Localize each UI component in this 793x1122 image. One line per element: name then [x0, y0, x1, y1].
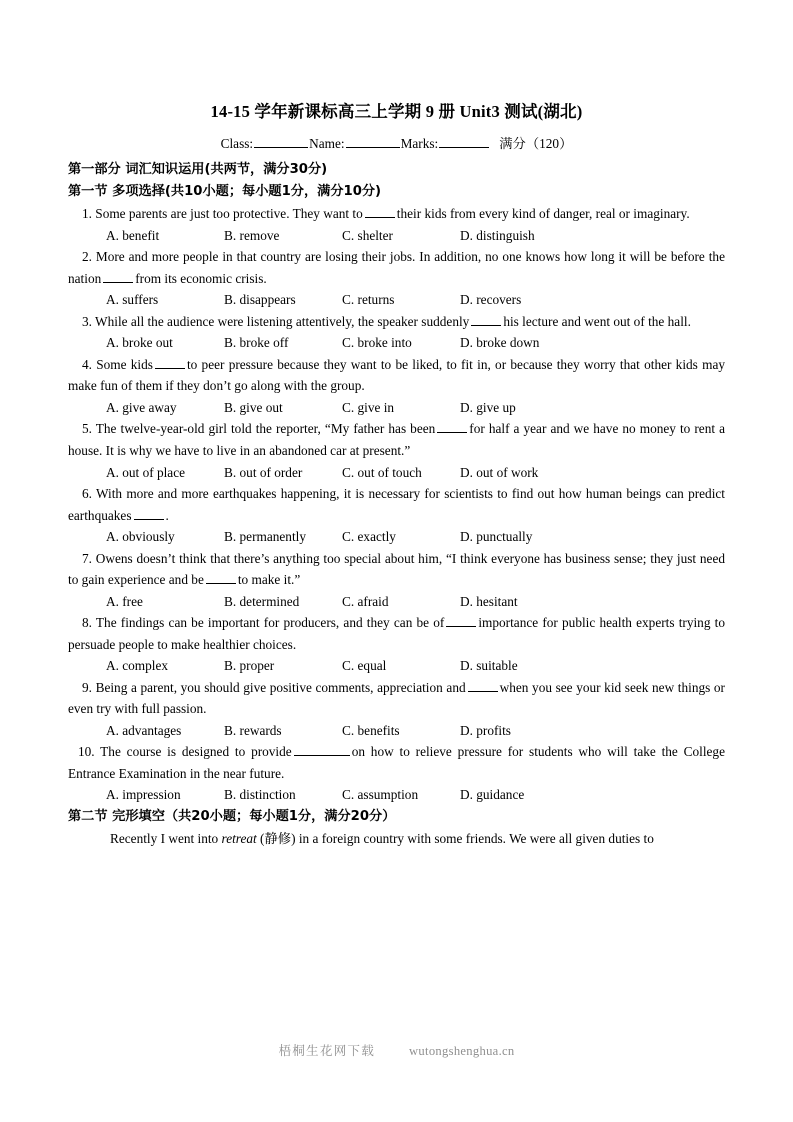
option-c[interactable]: C. shelter [342, 227, 393, 243]
question-2-text-before: 2. More and more people in that country are losing their jobs. In addition, no one knows how long it will be before the nation [68, 249, 725, 286]
question-4-text-before: 4. Some kids [82, 356, 153, 372]
option-d[interactable]: D. give up [460, 399, 516, 415]
question-10-text-after: on how to relieve pressure for students who will take the College Entrance Examination in the near future. [68, 744, 725, 781]
cloze-text-after-italic: (静修) in a foreign country with some friends. We were all given duties to [256, 831, 654, 847]
option-a[interactable]: A. give away [106, 399, 177, 415]
option-c[interactable]: C. afraid [342, 593, 389, 609]
section-two-heading: 第二节 完形填空（共20小题；每小题1分，满分20分） [68, 809, 396, 825]
question-7 [68, 548, 725, 591]
option-c[interactable]: C. broke into [342, 335, 412, 351]
option-a[interactable]: A. benefit [106, 227, 160, 243]
option-a[interactable]: A. advantages [106, 722, 182, 738]
option-d[interactable]: D. punctually [460, 529, 533, 545]
question-6-text-after: . [165, 507, 169, 523]
question-4-options [68, 397, 725, 419]
option-a[interactable]: A. complex [106, 658, 169, 674]
question-9 [68, 677, 725, 720]
question-10 [68, 741, 725, 784]
section-one-heading: 第一节 多项选择(共10小题；每小题1分，满分10分) [68, 184, 382, 200]
question-5-text-before: 5. The twelve-year-old girl told the reporter, “My father has been [82, 421, 436, 437]
option-c[interactable]: C. exactly [342, 529, 396, 545]
marks-label: Marks: [400, 135, 439, 151]
cloze-text-before-italic: Recently I went into [110, 831, 222, 847]
question-2-options [68, 289, 725, 311]
option-b[interactable]: B. disappears [224, 292, 296, 308]
question-8-text-before: 8. The findings can be important for producers, and they can be of [82, 615, 445, 631]
question-3 [68, 311, 725, 333]
option-b[interactable]: B. remove [224, 227, 280, 243]
question-2-blank[interactable] [103, 270, 133, 283]
option-d[interactable]: D. suitable [460, 658, 518, 674]
option-b[interactable]: B. distinction [224, 787, 296, 803]
question-1-options [68, 225, 725, 247]
total-score-note: 满分（120） [499, 135, 573, 151]
option-a[interactable]: A. suffers [106, 292, 159, 308]
option-c[interactable]: C. assumption [342, 787, 419, 803]
question-3-blank[interactable] [471, 313, 501, 326]
question-5-blank[interactable] [437, 420, 467, 433]
question-4-text-after: to peer pressure because they want to be liked, to fit in, or because they worry that other kids may make fun of them if they don’t go along with the group. [68, 356, 725, 394]
question-5 [68, 418, 725, 461]
question-6-options [68, 526, 725, 548]
student-info-line [68, 134, 725, 153]
name-blank[interactable] [346, 134, 400, 148]
question-1-text-after: their kids from every kind of danger, real or imaginary. [396, 206, 690, 222]
name-label: Name: [309, 135, 345, 151]
question-4 [68, 354, 725, 397]
option-a[interactable]: A. out of place [106, 464, 186, 480]
option-b[interactable]: B. rewards [224, 722, 282, 738]
cloze-italic-word: retreat [221, 831, 257, 847]
question-1-text-before: 1. Some parents are just too protective. They want to [82, 206, 363, 222]
question-9-blank[interactable] [468, 679, 498, 692]
question-7-text-before: 7. Owens doesn’t think that there’s anything too special about him, “I think everyone has business sense; they just need to gain experience and be [68, 550, 725, 588]
option-a[interactable]: A. free [106, 593, 143, 609]
option-c[interactable]: C. equal [342, 658, 387, 674]
question-7-options [68, 591, 725, 613]
question-6-text-before: 6. With more and more earthquakes happening, it is necessary for scientists to find out how human beings can predict earthquakes [68, 486, 725, 523]
question-3-text-before: 3. While all the audience were listening attentively, the speaker suddenly [82, 313, 470, 329]
cloze-intro-paragraph [68, 828, 725, 850]
class-blank[interactable] [254, 134, 308, 148]
option-d[interactable]: D. out of work [460, 464, 539, 480]
question-9-text-after: when you see your kid seek new things or even try with full passion. [68, 679, 725, 717]
question-2 [68, 246, 725, 289]
page-title: 14-15 学年新课标高三上学期 9 册 Unit3 测试(湖北) [210, 102, 583, 121]
option-a[interactable]: A. obviously [106, 529, 175, 545]
footer-site-url: wutongshenghua.cn [409, 1044, 515, 1058]
question-8-options [68, 655, 725, 677]
question-6 [68, 483, 725, 526]
footer-site-name: 梧桐生花网下载 [278, 1043, 376, 1058]
option-b[interactable]: B. determined [224, 593, 300, 609]
question-4-blank[interactable] [155, 356, 185, 369]
question-10-options [68, 784, 725, 806]
option-d[interactable]: D. distinguish [460, 227, 535, 243]
question-2-text-after: from its economic crisis. [135, 270, 267, 286]
document-body [68, 100, 725, 850]
question-5-options [68, 462, 725, 484]
question-8-blank[interactable] [446, 614, 476, 627]
option-c[interactable]: C. benefits [342, 722, 400, 738]
option-b[interactable]: B. out of order [224, 464, 303, 480]
option-b[interactable]: B. broke off [224, 335, 289, 351]
question-8-text-after: importance for public health experts trying to persuade people to make healthier choices. [68, 615, 725, 652]
question-1-blank[interactable] [365, 205, 395, 218]
option-c[interactable]: C. give in [342, 399, 395, 415]
question-8 [68, 612, 725, 655]
option-b[interactable]: B. permanently [224, 529, 306, 545]
option-b[interactable]: B. proper [224, 658, 275, 674]
question-9-options [68, 720, 725, 742]
question-7-blank[interactable] [206, 571, 236, 584]
question-3-options [68, 332, 725, 354]
option-c[interactable]: C. out of touch [342, 464, 422, 480]
question-10-blank[interactable] [294, 743, 350, 756]
option-d[interactable]: D. profits [460, 722, 511, 738]
question-3-text-after: his lecture and went out of the hall. [503, 313, 691, 329]
question-7-text-after: to make it.” [237, 572, 301, 588]
footer-watermark [0, 1040, 793, 1059]
option-a[interactable]: A. impression [106, 787, 181, 803]
question-6-blank[interactable] [134, 506, 164, 519]
option-d[interactable]: D. hesitant [460, 593, 518, 609]
option-c[interactable]: C. returns [342, 292, 395, 308]
option-d[interactable]: D. broke down [460, 335, 540, 351]
part-one-heading: 第一部分 词汇知识运用(共两节，满分30分) [68, 162, 328, 178]
question-10-text-before: 10. The course is designed to provide [78, 744, 292, 760]
question-5-text-after: for half a year and we have no money to rent a house. It is why we have to live in an abandoned car at present.” [68, 421, 725, 458]
option-b[interactable]: B. give out [224, 399, 283, 415]
class-label: Class: [220, 135, 254, 151]
question-1 [68, 203, 725, 225]
option-d[interactable]: D. recovers [460, 292, 522, 308]
option-a[interactable]: A. broke out [106, 335, 173, 351]
option-d[interactable]: D. guidance [460, 787, 525, 803]
marks-blank[interactable] [439, 134, 489, 148]
question-9-text-before: 9. Being a parent, you should give positive comments, appreciation and [82, 679, 466, 695]
